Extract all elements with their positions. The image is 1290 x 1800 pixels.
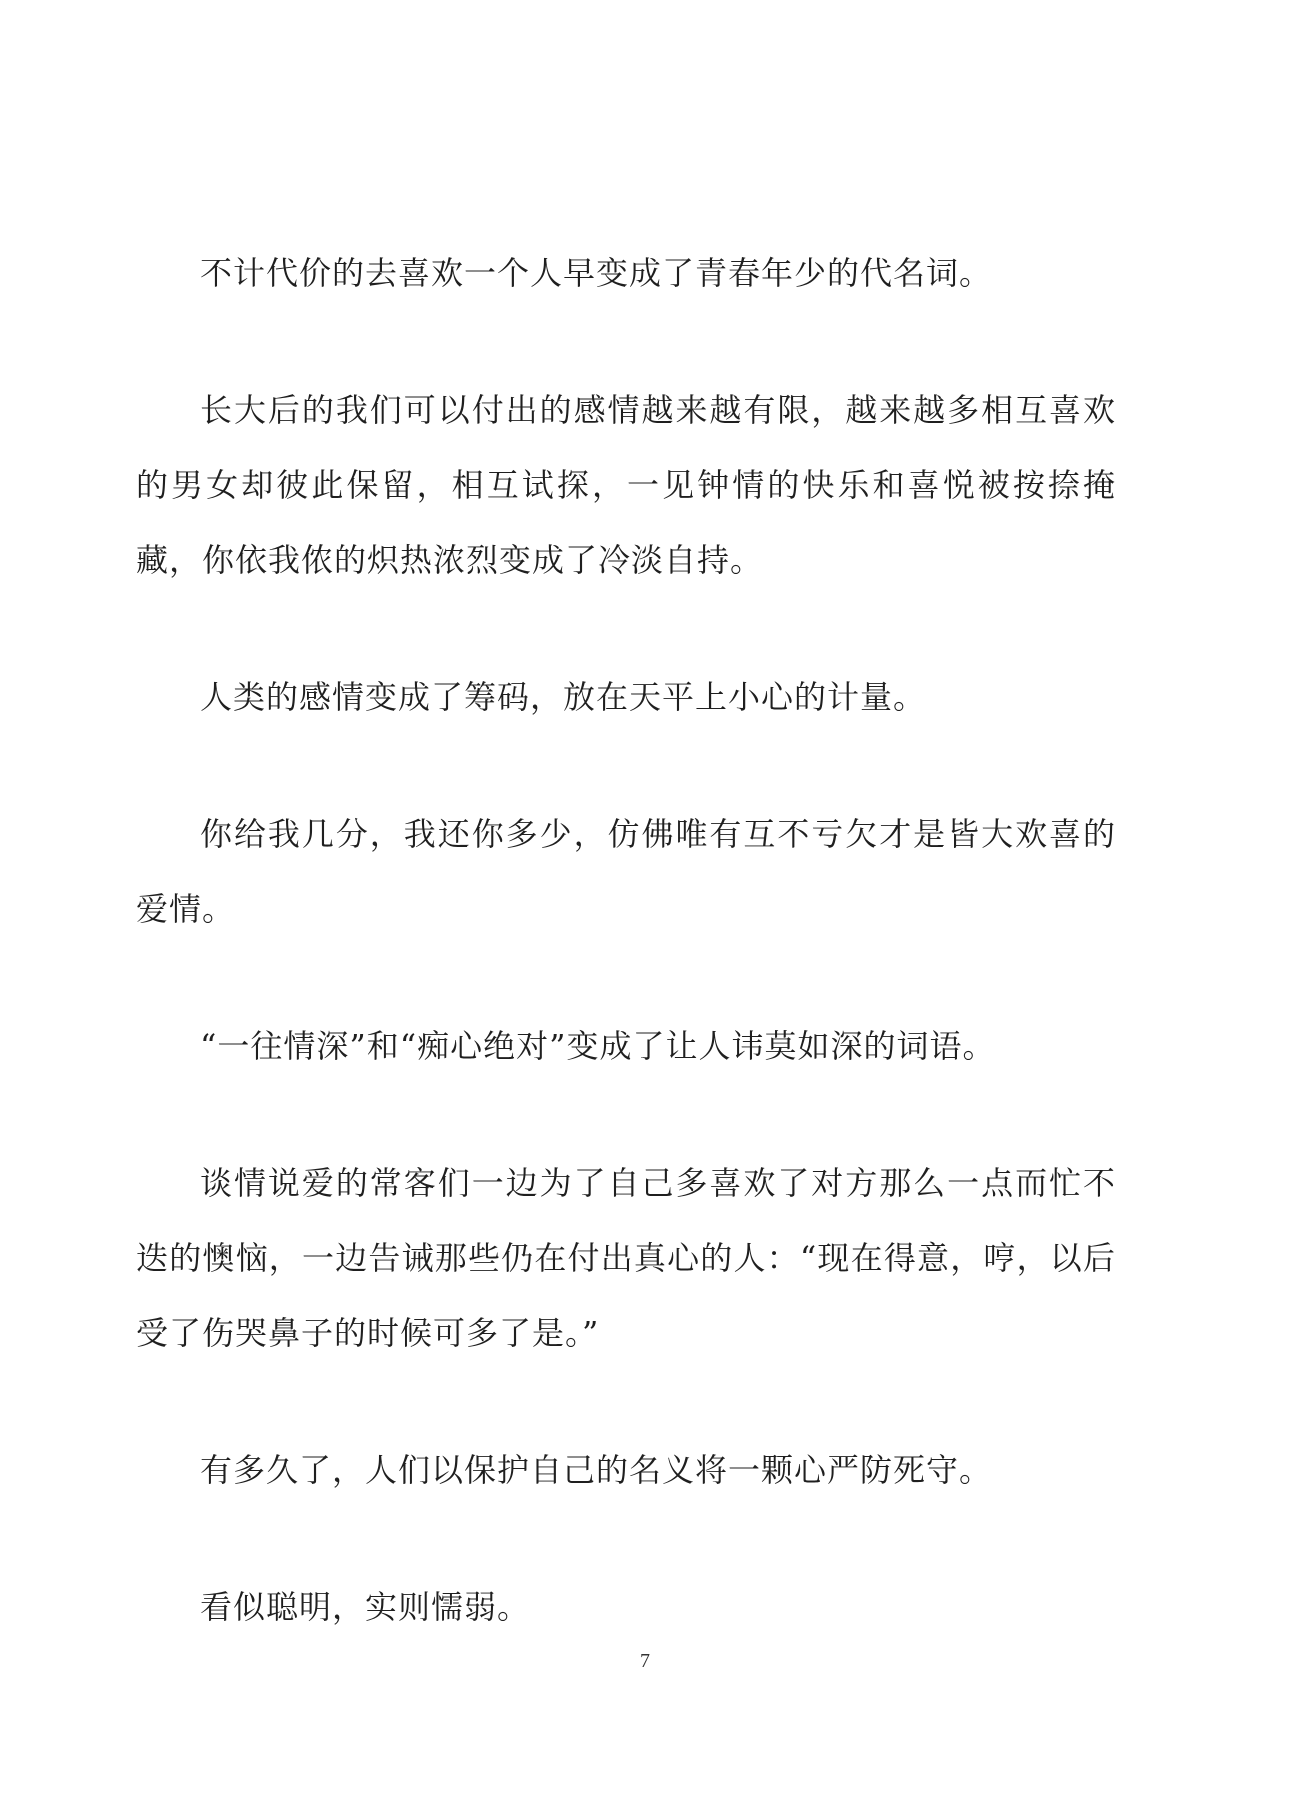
paragraph-7: 有多久了，人们以保护自己的名义将一颗心严防死守。 <box>200 1451 993 1489</box>
paragraph-8: 看似聪明，实则懦弱。 <box>200 1588 531 1626</box>
paragraph-4: 你给我几分，我还你多少，仿佛唯有互不亏欠才是皆大欢喜的爱情。 <box>136 815 1116 928</box>
paragraph-1: 不计代价的去喜欢一个人早变成了青春年少的代名词。 <box>200 254 993 292</box>
paragraph-3: 人类的感情变成了筹码，放在天平上小心的计量。 <box>200 678 927 716</box>
paragraph-2: 长大后的我们可以付出的感情越来越有限，越来越多相互喜欢的男女却彼此保留，相互试探，一见钟情的快乐和喜悦被按捺掩藏，你依我侬的炽热浓烈变成了冷淡自持。 <box>136 391 1116 579</box>
page-number: 7 <box>640 1650 650 1672</box>
paragraph-6: 谈情说爱的常客们一边为了自己多喜欢了对方那么一点而忙不迭的懊恼，一边告诫那些仍在付出真心的人：“现在得意，哼，以后受了伤哭鼻子的时候可多了是。” <box>136 1164 1116 1352</box>
paragraph-5: “一往情深”和“痴心绝对”变成了让人讳莫如深的词语。 <box>200 1027 996 1065</box>
body-text <box>136 236 1116 1707</box>
